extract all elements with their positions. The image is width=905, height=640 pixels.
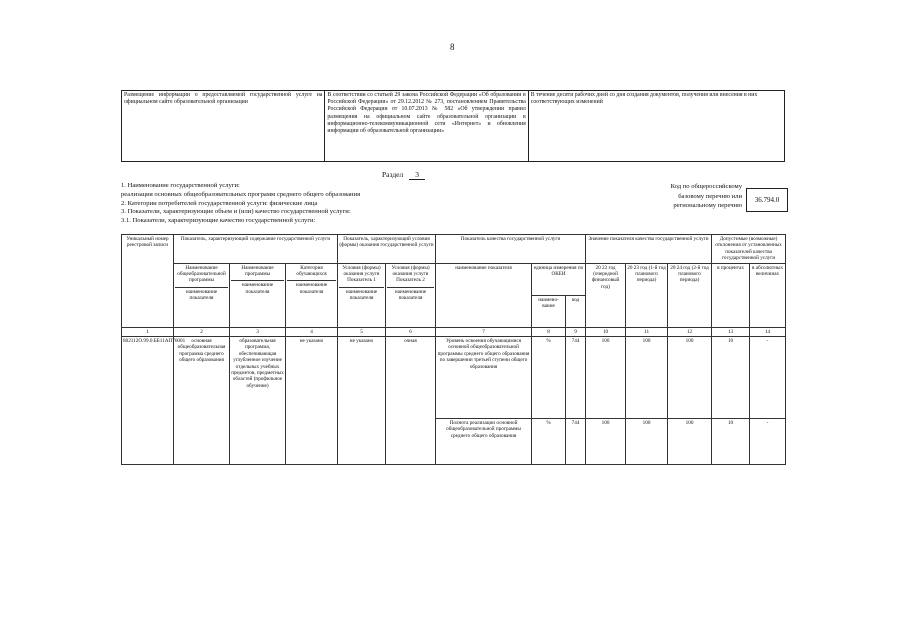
program-name-cell: образовательная программа, обеспечивающая углубленное изучение отдельных учебных предметов, предметных областей (профильное обучение) (230, 337, 286, 465)
header-c5 (386, 263, 436, 327)
quality-indicators-table (121, 234, 786, 465)
column-number: 5 (338, 327, 386, 336)
column-numbers-row (122, 327, 786, 336)
line-indicators: 3. Показатели, характеризующие объем и (или) качество государственной услуги: (121, 208, 351, 216)
header-c2-sub: наименование показателя (231, 280, 284, 295)
header-row-1 (122, 235, 786, 264)
column-number: 12 (668, 327, 712, 336)
header-c1 (174, 263, 230, 327)
column-number: 10 (586, 327, 626, 336)
code-label-line2: базовому перечню или (678, 192, 742, 200)
header-c4-text: Условия (формы) оказания услуги Показатель 1 (342, 264, 381, 284)
column-number: 7 (436, 327, 532, 336)
column-number: 11 (626, 327, 668, 336)
header-c3-sub: наименование показателя (287, 280, 336, 295)
category-cell: не указано (286, 337, 338, 465)
year1-cell: 100 (586, 337, 626, 419)
info-cell-frequency: В течение десяти рабочих дней со дня создания документов, получения или внесения в них соответствующих изменений (530, 92, 758, 106)
header-unit-code: код (566, 295, 586, 327)
column-number: 1 (122, 327, 174, 336)
year2-cell: 100 (626, 337, 668, 419)
condition2-cell: очная (386, 337, 436, 465)
header-unit: единица измерения по ОКЕИ (532, 263, 586, 295)
column-number: 4 (286, 327, 338, 336)
indicator-name-cell: Уровень освоения обучающимися основной общеобразовательной программы среднего общего образования по завершении третьей ступени общего образования (436, 337, 532, 419)
header-conditions: Показатель, характеризующий условия (формы) оказания государственной услуги (338, 235, 436, 264)
line-service-name: 1. Наименование государственной услуги: (121, 182, 240, 189)
header-c4 (338, 263, 386, 327)
code-value-box: 36.794.0 (746, 188, 788, 212)
unit-code-cell: 744 (566, 419, 586, 465)
header-absolute: в абсолютных величинах (750, 263, 786, 327)
page-number: 8 (450, 42, 455, 52)
column-number: 2 (174, 327, 230, 336)
header-c4-sub: наименование показателя (339, 287, 384, 302)
header-c5-sub: наименование показателя (387, 287, 434, 302)
header-year1: 20 22 год (очередной финансовый год) (586, 263, 626, 327)
table-row (122, 337, 786, 419)
column-number: 13 (712, 327, 750, 336)
unit-code-cell: 744 (566, 337, 586, 419)
header-content: Показатель, характеризующий содержание государственной услуги (174, 235, 338, 264)
info-cell-method: Размещение информации о предоставляемой государственной услуге на официальном сайте образовательной организации (122, 91, 325, 161)
header-c3-text: Категория обучающихся (296, 264, 327, 278)
header-values: Значение показателя качества государственной услуги (586, 235, 712, 264)
header-year3: 20 24 год (2-й год планового периода) (668, 263, 712, 327)
code-label-line3: региональному перечню (673, 202, 742, 209)
year1-cell: 100 (586, 419, 626, 465)
column-number: 6 (386, 327, 436, 336)
year3-cell: 100 (668, 419, 712, 465)
column-number: 14 (750, 327, 786, 336)
header-percent: в процентах (712, 263, 750, 327)
absolute-cell: - (750, 419, 786, 465)
percent-cell: 10 (712, 337, 750, 419)
absolute-cell: - (750, 337, 786, 419)
unit-cell: % (532, 419, 566, 465)
header-indicator-name: наименование показателя (436, 263, 532, 327)
service-description (121, 182, 581, 226)
line-quality-indicators: 3.1. Показатели, характеризующие качество государственной услуги: (121, 217, 316, 225)
code-label (610, 182, 742, 211)
header-unit-name: наимено-вание (532, 295, 566, 327)
column-number: 3 (230, 327, 286, 336)
program-cell: основная общеобразовательная программа среднего общего образования (174, 337, 230, 465)
header-c1-sub: наименование показателя (175, 287, 228, 302)
line-consumers: 2. Категории потребителей государственной услуги: физические лица (121, 199, 318, 207)
header-year2: 20 23 год (1-й год планового периода) (626, 263, 668, 327)
info-table (121, 90, 785, 162)
line-service-value: реализация основных общеобразовательных программ среднего общего образования (121, 190, 361, 198)
code-label-line1: Код по общероссийскому (670, 183, 742, 190)
header-c5-text: Условия (формы) оказания услуги Показатель 2 (391, 264, 430, 284)
header-quality: Показатель качества государственной услуги (436, 235, 586, 264)
column-number: 8 (532, 327, 566, 336)
percent-cell: 10 (712, 419, 750, 465)
column-number: 9 (566, 327, 586, 336)
section-label: Раздел (382, 170, 404, 179)
header-unique-number: Уникальный номер реестровой записи (122, 235, 174, 328)
header-c1-text: Наименование общеобразовательной программы (177, 264, 226, 284)
year3-cell: 100 (668, 337, 712, 419)
year2-cell: 100 (626, 419, 668, 465)
record-id-cell: 802112О.99.0.ББ11АП76001 (122, 337, 174, 465)
section-number: 3 (409, 170, 425, 180)
condition1-cell: не указано (338, 337, 386, 465)
info-cell-content: В соответствии со статьей 29 закона Российской Федерации «Об образовании в Российской Федерации» от 29.12.2012 № 273, постановлением Правительства Российской Федерации от 10.07.2013 № 582 «Об утверждении правил размещения на официальном сайте образовательной организации в информационно-телекоммуникационной сети «Интернет» и обновления информации об образовательной организации» (325, 91, 528, 161)
header-deviation: Допустимые (возможные) отклонения от установленных показателей качества государственной услуги (712, 235, 786, 264)
unit-cell: % (532, 337, 566, 419)
indicator-name-cell: Полнота реализации основной общеобразовательной программы среднего общего образования (436, 419, 532, 465)
header-row-2 (122, 263, 786, 295)
header-c2-text: Наименование программы (241, 264, 274, 278)
header-c3 (286, 263, 338, 327)
section-heading (382, 170, 425, 180)
header-c2 (230, 263, 286, 327)
